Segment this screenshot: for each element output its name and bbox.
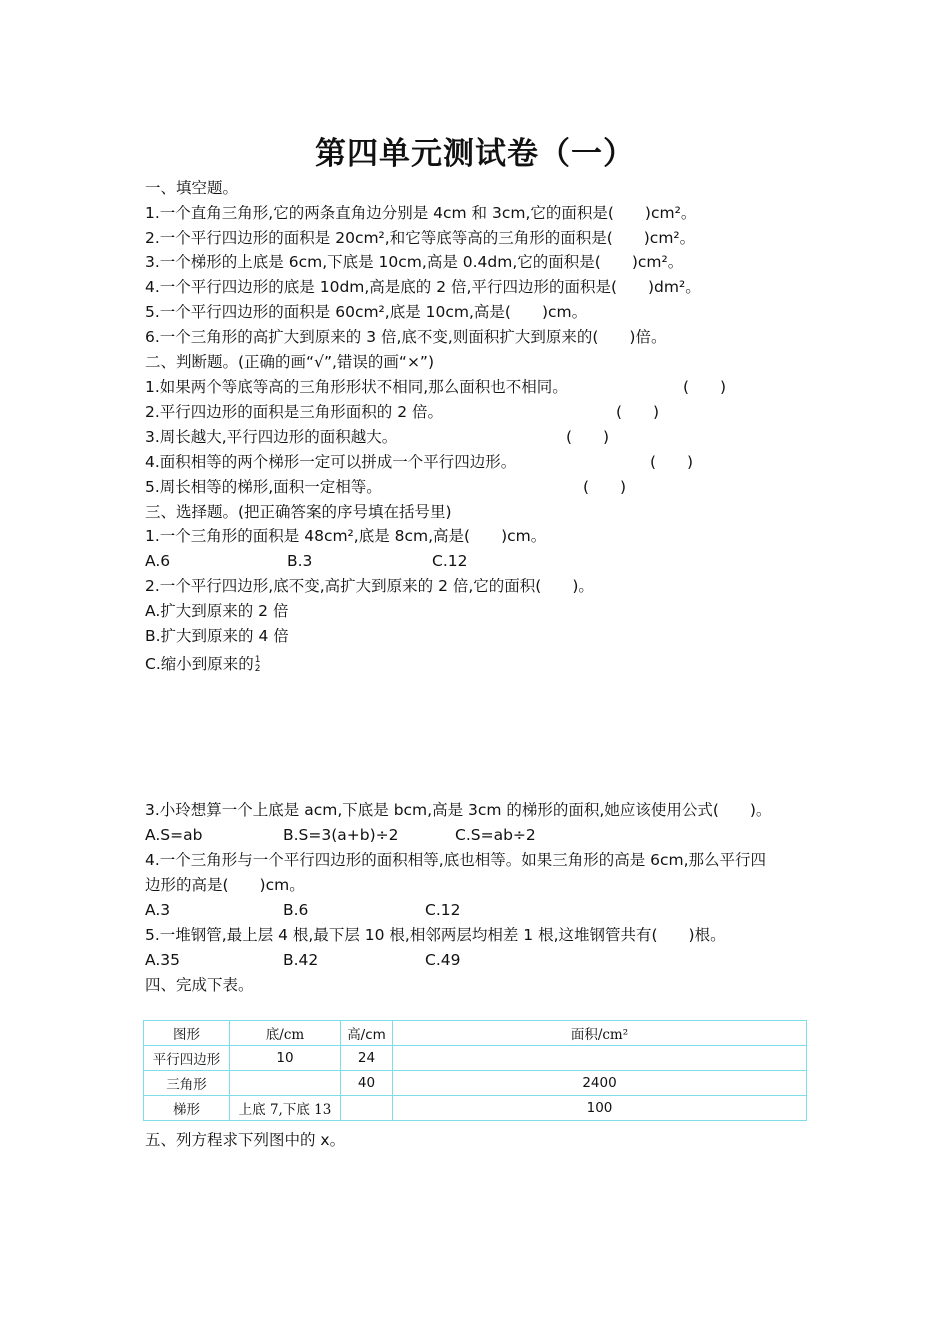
- section-1-heading: 一、填空题。: [145, 179, 239, 197]
- page-title: 第四单元测试卷（一）: [315, 136, 635, 172]
- table-cell: 上底 7,下底 13: [230, 1096, 341, 1121]
- section-4-heading: 四、完成下表。: [145, 976, 254, 994]
- option-a: A.S=ab: [145, 826, 203, 844]
- section-5-heading: 五、列方程求下列图中的 x。: [145, 1131, 346, 1149]
- choice-question-1: 1.一个三角形的面积是 48cm²,底是 8cm,高是( )cm。: [145, 527, 547, 545]
- answer-paren: ( ): [616, 403, 660, 421]
- table-cell: [393, 1046, 807, 1071]
- option-b: B.3: [287, 552, 313, 570]
- option-c: C.12: [432, 552, 468, 570]
- section-2-heading: 二、判断题。(正确的画“√”,错误的画“×”): [145, 353, 435, 371]
- answer-paren: ( ): [566, 428, 610, 446]
- table-header-row: [144, 1021, 807, 1046]
- table-header: 底/cm: [230, 1021, 341, 1046]
- fill-question-4: 4.一个平行四边形的底是 10dm,高是底的 2 倍,平行四边形的面积是( )dm²。: [145, 278, 701, 296]
- option-b: B.S=3(a+b)÷2: [283, 826, 399, 844]
- fraction-denominator: 2: [254, 663, 261, 674]
- table-cell: 平行四边形: [144, 1046, 230, 1071]
- judge-question-2: 2.平行四边形的面积是三角形面积的 2 倍。: [145, 403, 444, 421]
- table-header: 面积/cm²: [393, 1021, 807, 1046]
- table-row: [144, 1071, 807, 1096]
- option-c: C.12: [425, 901, 461, 919]
- table-header: 图形: [144, 1021, 230, 1046]
- answer-paren: ( ): [650, 453, 694, 471]
- answer-paren: ( ): [683, 378, 727, 396]
- option-c: C.S=ab÷2: [455, 826, 536, 844]
- option-b: B.6: [283, 901, 309, 919]
- option-c: C.49: [425, 951, 461, 969]
- judge-question-1: 1.如果两个等底等高的三角形形状不相同,那么面积也不相同。: [145, 378, 568, 396]
- option-a: A.6: [145, 552, 171, 570]
- table-header: 高/cm: [341, 1021, 393, 1046]
- option-c: C.缩小到原来的: [145, 655, 254, 673]
- choice-question-4-line-2: 边形的高是( )cm。: [145, 876, 305, 894]
- choice-question-4-line-1: 4.一个三角形与一个平行四边形的面积相等,底也相等。如果三角形的高是 6cm,那么平行四: [145, 851, 767, 869]
- option-a: A.3: [145, 901, 171, 919]
- table-cell: [341, 1096, 393, 1121]
- table-cell: [230, 1071, 341, 1096]
- fill-question-2: 2.一个平行四边形的面积是 20cm²,和它等底等高的三角形的面积是( )cm²。: [145, 229, 696, 247]
- fill-question-6: 6.一个三角形的高扩大到原来的 3 倍,底不变,则面积扩大到原来的( )倍。: [145, 328, 667, 346]
- answer-paren: ( ): [583, 478, 627, 496]
- table-cell: 2400: [393, 1071, 807, 1096]
- area-table: [143, 1020, 807, 1121]
- fill-question-5: 5.一个平行四边形的面积是 60cm²,底是 10cm,高是( )cm。: [145, 303, 588, 321]
- fill-question-1: 1.一个直角三角形,它的两条直角边分别是 4cm 和 3cm,它的面积是( )cm²。: [145, 204, 697, 222]
- table-cell: 40: [341, 1071, 393, 1096]
- table-cell: 梯形: [144, 1096, 230, 1121]
- judge-question-3: 3.周长越大,平行四边形的面积越大。: [145, 428, 398, 446]
- judge-question-4: 4.面积相等的两个梯形一定可以拼成一个平行四边形。: [145, 453, 517, 471]
- fraction: [255, 656, 261, 674]
- fraction-numerator: 1: [254, 654, 261, 665]
- table-cell: 10: [230, 1046, 341, 1071]
- choice-question-3: 3.小玲想算一个上底是 acm,下底是 bcm,高是 3cm 的梯形的面积,她应该使用公式( )。: [145, 801, 772, 819]
- choice-question-2: 2.一个平行四边形,底不变,高扩大到原来的 2 倍,它的面积( )。: [145, 577, 594, 595]
- option-c-line: [145, 654, 261, 674]
- option-b: B.42: [283, 951, 319, 969]
- table-row: [144, 1046, 807, 1071]
- table-row: [144, 1096, 807, 1121]
- option-b: B.扩大到原来的 4 倍: [145, 627, 289, 645]
- option-a: A.扩大到原来的 2 倍: [145, 602, 289, 620]
- option-a: A.35: [145, 951, 180, 969]
- choice-question-5: 5.一堆钢管,最上层 4 根,最下层 10 根,相邻两层均相差 1 根,这堆钢管共有( )根。: [145, 926, 726, 944]
- table-cell: 100: [393, 1096, 807, 1121]
- section-3-heading: 三、选择题。(把正确答案的序号填在括号里): [145, 503, 452, 521]
- table-cell: 三角形: [144, 1071, 230, 1096]
- fill-question-3: 3.一个梯形的上底是 6cm,下底是 10cm,高是 0.4dm,它的面积是( )cm²。: [145, 253, 684, 271]
- judge-question-5: 5.周长相等的梯形,面积一定相等。: [145, 478, 382, 496]
- table-cell: 24: [341, 1046, 393, 1071]
